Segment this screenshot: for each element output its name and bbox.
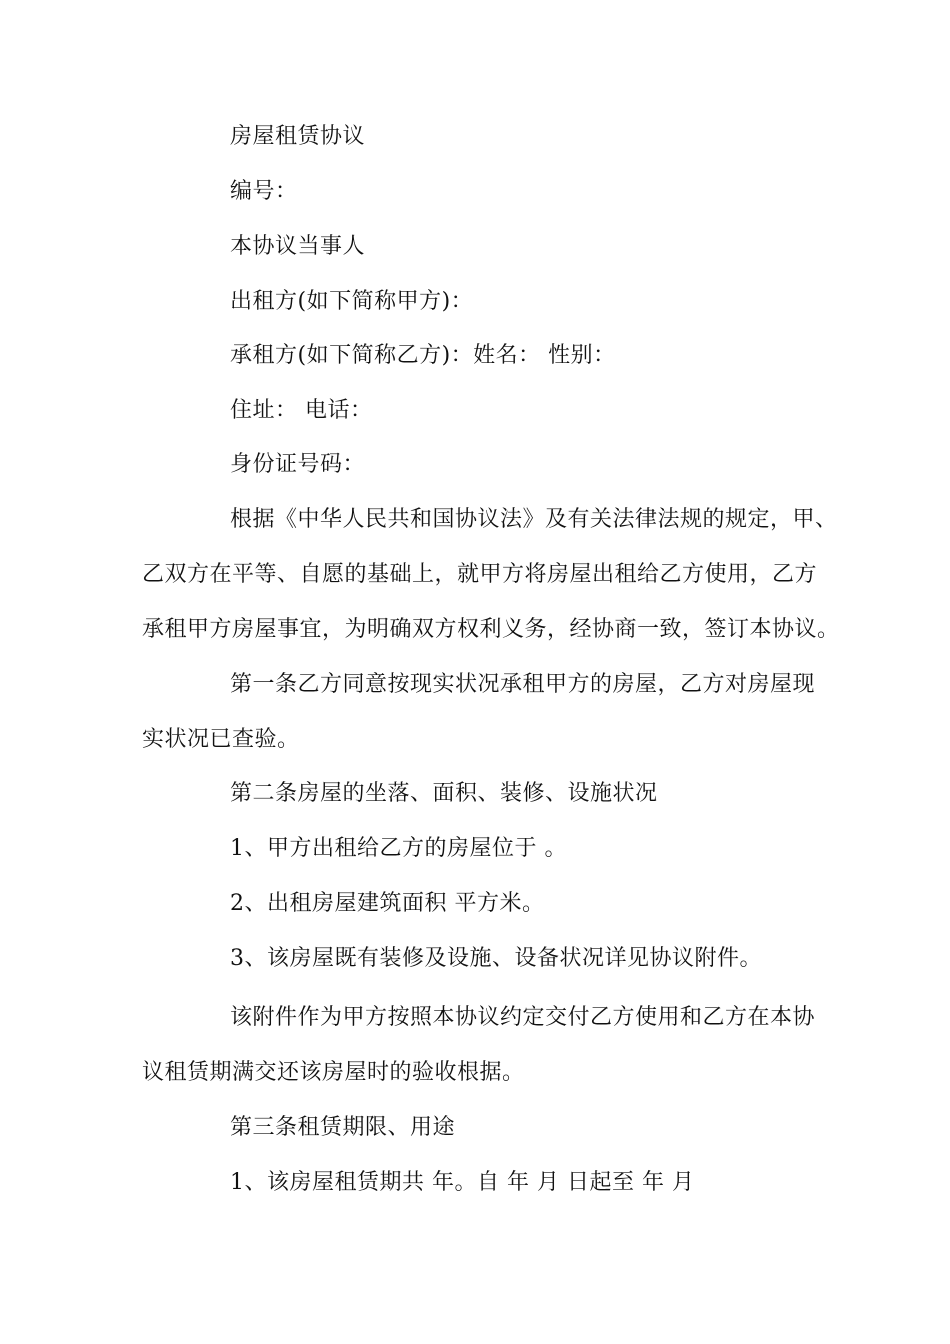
article2-item: 3、该房屋既有装修及设施、设备状况详见协议附件。 <box>230 946 762 971</box>
article1-line: 第一条乙方同意按现实状况承租甲方的房屋，乙方对房屋现 <box>230 672 816 697</box>
lessee-line: 承租方(如下简称乙方)：姓名： 性别： <box>230 343 616 368</box>
preamble-line: 乙双方在平等、自愿的基础上，就甲方将房屋出租给乙方使用，乙方 <box>142 562 818 587</box>
attachment-note-line: 议租赁期满交还该房屋时的验收根据。 <box>142 1060 525 1085</box>
contract-number-label: 编号： <box>230 179 298 204</box>
id-number-line: 身份证号码： <box>230 452 366 477</box>
article2-item: 2、出租房屋建筑面积 平方米。 <box>230 891 545 916</box>
article1-line: 实状况已查验。 <box>142 727 300 752</box>
address-phone-line: 住址： 电话： <box>230 398 373 423</box>
lessor-line: 出租方(如下简称甲方)： <box>230 289 474 314</box>
article2-title: 第二条房屋的坐落、面积、装修、设施状况 <box>230 781 658 806</box>
attachment-note-line: 该附件作为甲方按照本协议约定交付乙方使用和乙方在本协 <box>230 1005 816 1030</box>
parties-heading: 本协议当事人 <box>230 234 366 259</box>
article2-item: 1、甲方出租给乙方的房屋位于 。 <box>230 836 567 861</box>
article3-item: 1、该房屋租赁期共 年。自 年 月 日起至 年 月 <box>230 1170 695 1195</box>
preamble-line: 承租甲方房屋事宜，为明确双方权利义务，经协商一致，签订本协议。 <box>142 617 840 642</box>
article3-title: 第三条租赁期限、用途 <box>230 1115 456 1140</box>
preamble-line: 根据《中华人民共和国协议法》及有关法律法规的规定，甲、 <box>230 507 838 532</box>
document-title: 房屋租赁协议 <box>230 124 366 149</box>
